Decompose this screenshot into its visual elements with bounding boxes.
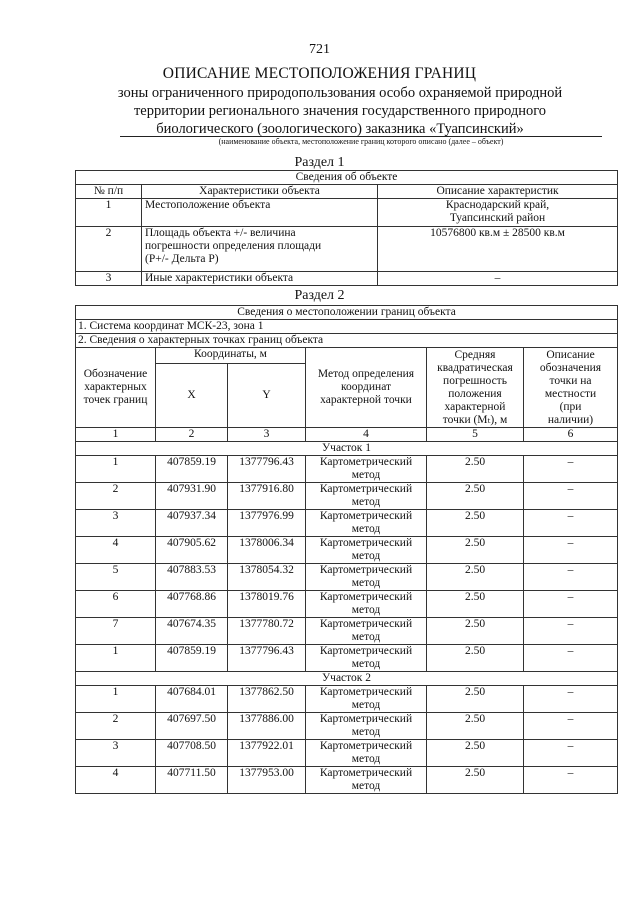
coord-x: 407708.50 xyxy=(156,740,228,767)
accuracy: 2.50 xyxy=(427,537,524,564)
coord-y: 1377886.00 xyxy=(228,713,306,740)
column-header-designation xyxy=(76,348,156,428)
method-line: метод xyxy=(351,753,381,765)
column-number: 2 xyxy=(156,428,228,442)
column-header-method xyxy=(306,348,427,428)
coord-y: 1378019.76 xyxy=(228,591,306,618)
table-title: Сведения об объекте xyxy=(76,171,618,185)
header-line: характерных xyxy=(84,381,147,393)
header-line: наличии) xyxy=(547,413,594,426)
section2-title: Раздел 2 xyxy=(294,288,345,303)
accuracy: 2.50 xyxy=(427,686,524,713)
header-line: Описание xyxy=(546,348,595,361)
characteristic-name: Иные характеристики объекта xyxy=(142,272,378,286)
coord-y: 1377796.43 xyxy=(228,645,306,672)
point-description: – xyxy=(524,645,618,672)
point-id: 2 xyxy=(76,483,156,510)
point-description: – xyxy=(524,740,618,767)
method-line: метод xyxy=(351,550,381,562)
coord-x: 407937.34 xyxy=(156,510,228,537)
header-line: квадратическая xyxy=(437,361,513,374)
method-line: Картометрический xyxy=(319,713,413,725)
method-line: Картометрический xyxy=(319,564,413,576)
accuracy: 2.50 xyxy=(427,510,524,537)
object-info-table xyxy=(75,170,618,286)
point-id: 7 xyxy=(76,618,156,645)
parcel-heading: Участок 1 xyxy=(76,442,618,456)
point-description: – xyxy=(524,767,618,794)
method xyxy=(306,713,427,740)
point-id: 3 xyxy=(76,740,156,767)
method-line: метод xyxy=(351,469,381,481)
table-row xyxy=(76,456,618,483)
method-line: метод xyxy=(351,780,381,792)
method xyxy=(306,767,427,794)
header-line: местности xyxy=(544,387,597,400)
coord-y: 1377862.50 xyxy=(228,686,306,713)
header-line: координат xyxy=(340,381,392,393)
point-description: – xyxy=(524,483,618,510)
point-description: – xyxy=(524,537,618,564)
accuracy: 2.50 xyxy=(427,456,524,483)
column-number: 3 xyxy=(228,428,306,442)
coord-y: 1377916.80 xyxy=(228,483,306,510)
table-row xyxy=(76,618,618,645)
name-line: Площадь объекта +/- величина xyxy=(145,227,296,239)
point-description: – xyxy=(524,564,618,591)
characteristic-name xyxy=(142,227,378,272)
header-line: погрешность xyxy=(443,374,507,387)
column-number: 1 xyxy=(76,428,156,442)
point-description: – xyxy=(524,713,618,740)
header-line: Метод определения xyxy=(317,368,415,380)
method-line: метод xyxy=(351,523,381,535)
accuracy: 2.50 xyxy=(427,591,524,618)
table-row xyxy=(76,645,618,672)
point-description: – xyxy=(524,686,618,713)
coord-y: 1377796.43 xyxy=(228,456,306,483)
point-id: 4 xyxy=(76,767,156,794)
column-header-x: X xyxy=(156,364,228,428)
coord-x: 407883.53 xyxy=(156,564,228,591)
column-header-coordinates: Координаты, м xyxy=(156,348,306,364)
point-id: 5 xyxy=(76,564,156,591)
subtitle-line: территории регионального значения государственного природного xyxy=(133,103,547,119)
characteristic-name: Местоположение объекта xyxy=(142,199,378,227)
value-line: Краснодарский край, xyxy=(445,199,550,211)
object-caption: (наименование объекта, местоположение границ которого описано (далее – объект) xyxy=(218,137,504,146)
method xyxy=(306,510,427,537)
coord-x: 407711.50 xyxy=(156,767,228,794)
method-line: метод xyxy=(351,699,381,711)
name-line: (Р+/- Дельта Р) xyxy=(145,253,219,265)
header-line: Средняя xyxy=(454,348,496,361)
method-line: Картометрический xyxy=(319,618,413,630)
table-row xyxy=(76,272,618,286)
method-line: Картометрический xyxy=(319,483,413,495)
accuracy: 2.50 xyxy=(427,645,524,672)
accuracy: 2.50 xyxy=(427,564,524,591)
method-line: Картометрический xyxy=(319,456,413,468)
table-row xyxy=(76,713,618,740)
coord-x: 407684.01 xyxy=(156,686,228,713)
point-id: 3 xyxy=(76,510,156,537)
coord-x: 407859.19 xyxy=(156,645,228,672)
point-id: 1 xyxy=(76,645,156,672)
value-line: Туапсинский район xyxy=(449,212,546,224)
method xyxy=(306,456,427,483)
table-row xyxy=(76,199,618,227)
method-line: Картометрический xyxy=(319,767,413,779)
column-header: № п/п xyxy=(76,185,142,199)
method-line: метод xyxy=(351,604,381,616)
characteristic-value: 10576800 кв.м ± 28500 кв.м xyxy=(378,227,618,272)
method-line: Картометрический xyxy=(319,740,413,752)
method-line: Картометрический xyxy=(319,510,413,522)
coord-y: 1378054.32 xyxy=(228,564,306,591)
method-line: Картометрический xyxy=(319,591,413,603)
coord-x: 407905.62 xyxy=(156,537,228,564)
method-line: метод xyxy=(351,496,381,508)
header-line: Обозначение xyxy=(83,368,148,380)
table-title: Сведения о местоположении границ объекта xyxy=(76,306,618,320)
accuracy: 2.50 xyxy=(427,713,524,740)
point-description: – xyxy=(524,618,618,645)
method-line: метод xyxy=(351,726,381,738)
table-row xyxy=(76,227,618,272)
name-line: погрешности определения площади xyxy=(145,240,322,252)
subtitle-line: зоны ограниченного природопользования особо охраняемой природной xyxy=(117,85,563,101)
coord-x: 407768.86 xyxy=(156,591,228,618)
coord-y: 1377922.01 xyxy=(228,740,306,767)
coord-y: 1377953.00 xyxy=(228,767,306,794)
method xyxy=(306,537,427,564)
point-id: 4 xyxy=(76,537,156,564)
table-row xyxy=(76,591,618,618)
accuracy: 2.50 xyxy=(427,483,524,510)
coord-x: 407674.35 xyxy=(156,618,228,645)
column-header-description xyxy=(524,348,618,428)
method xyxy=(306,740,427,767)
table-row xyxy=(76,767,618,794)
column-number: 5 xyxy=(427,428,524,442)
coord-y: 1378006.34 xyxy=(228,537,306,564)
method xyxy=(306,591,427,618)
document-subtitle xyxy=(60,84,620,138)
column-header: Описание характеристик xyxy=(378,185,618,199)
coord-x: 407697.50 xyxy=(156,713,228,740)
method xyxy=(306,618,427,645)
table-row xyxy=(76,483,618,510)
section1-title: Раздел 1 xyxy=(294,155,345,170)
point-id: 6 xyxy=(76,591,156,618)
method xyxy=(306,564,427,591)
table-row xyxy=(76,686,618,713)
method-line: метод xyxy=(351,631,381,643)
method xyxy=(306,686,427,713)
column-number: 6 xyxy=(524,428,618,442)
coord-y: 1377976.99 xyxy=(228,510,306,537)
points-heading: 2. Сведения о характерных точках границ объекта xyxy=(76,334,618,348)
row-number: 1 xyxy=(76,199,142,227)
method-line: Картометрический xyxy=(319,537,413,549)
method-line: метод xyxy=(351,658,381,670)
column-header: Характеристики объекта xyxy=(142,185,378,199)
row-number: 2 xyxy=(76,227,142,272)
method-line: метод xyxy=(351,577,381,589)
header-line: характерной точки xyxy=(320,394,412,406)
row-number: 3 xyxy=(76,272,142,286)
header-line: точек границ xyxy=(83,394,148,406)
point-description: – xyxy=(524,456,618,483)
method-line: Картометрический xyxy=(319,645,413,657)
coord-y: 1377780.72 xyxy=(228,618,306,645)
header-line: характерной xyxy=(444,400,506,413)
column-header-accuracy xyxy=(427,348,524,428)
header-line: положения xyxy=(448,387,502,400)
point-id: 1 xyxy=(76,456,156,483)
point-description: – xyxy=(524,591,618,618)
characteristic-value xyxy=(378,199,618,227)
coord-x: 407931.90 xyxy=(156,483,228,510)
boundary-points-table xyxy=(75,305,618,794)
accuracy: 2.50 xyxy=(427,767,524,794)
header-line: (при xyxy=(559,400,582,413)
coordinate-system: 1. Система координат МСК-23, зона 1 xyxy=(76,320,618,334)
column-header-y: Y xyxy=(228,364,306,428)
page-number: 721 xyxy=(309,42,330,57)
table-row xyxy=(76,740,618,767)
accuracy: 2.50 xyxy=(427,740,524,767)
method-line: Картометрический xyxy=(319,686,413,698)
header-line: точки на xyxy=(549,374,592,387)
table-row xyxy=(76,510,618,537)
point-id: 1 xyxy=(76,686,156,713)
method xyxy=(306,645,427,672)
table-row xyxy=(76,564,618,591)
point-id: 2 xyxy=(76,713,156,740)
document-title: ОПИСАНИЕ МЕСТОПОЛОЖЕНИЯ ГРАНИЦ xyxy=(162,65,477,82)
column-number: 4 xyxy=(306,428,427,442)
parcel-heading: Участок 2 xyxy=(76,672,618,686)
accuracy: 2.50 xyxy=(427,618,524,645)
coord-x: 407859.19 xyxy=(156,456,228,483)
characteristic-value: – xyxy=(378,272,618,286)
point-description: – xyxy=(524,510,618,537)
subtitle-line: биологического (зоологического) заказника «Туапсинский» xyxy=(156,121,524,137)
method xyxy=(306,483,427,510)
header-line: обозначения xyxy=(539,361,602,374)
header-line: точки (Mₜ), м xyxy=(442,413,508,426)
table-row xyxy=(76,537,618,564)
